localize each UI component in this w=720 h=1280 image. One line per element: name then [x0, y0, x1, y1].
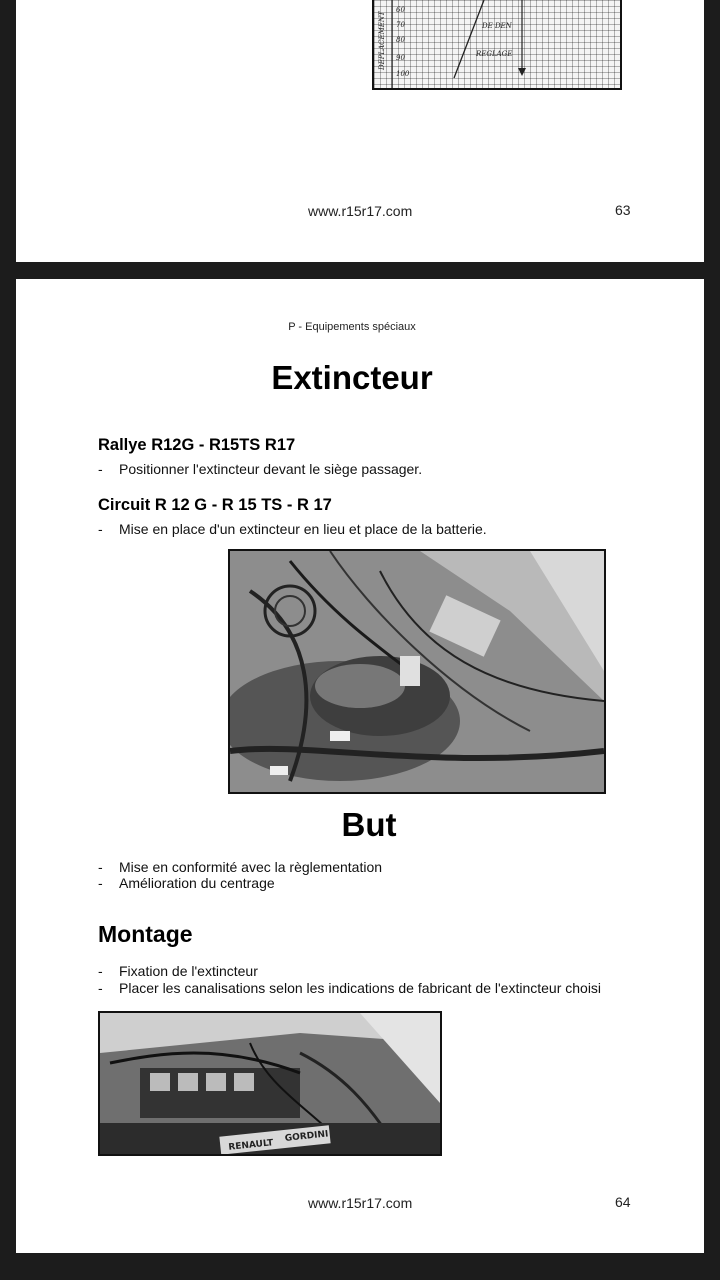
- section-title-but: But: [341, 806, 397, 843]
- list-item-text: Fixation de l'extincteur: [119, 963, 258, 979]
- photo-lettering: GORDINI: [284, 1129, 329, 1144]
- engine-photo: [98, 1011, 442, 1156]
- tick-label: 60: [396, 6, 405, 14]
- list-item: [98, 875, 275, 891]
- footer-url: www.r15r17.com: [308, 1195, 413, 1211]
- page-63: [16, 0, 704, 262]
- list-item: [98, 980, 601, 996]
- bullet-dash: -: [98, 980, 103, 996]
- list-item-text: Mise en place d'un extincteur en lieu et place de la batterie.: [119, 521, 487, 537]
- list-item: [98, 521, 487, 537]
- footer-url: www.r15r17.com: [308, 203, 413, 219]
- chart-tick-labels: [396, 6, 410, 78]
- list-item-text: Mise en conformité avec la règlementation: [119, 859, 383, 875]
- engine-bay-photo: [228, 549, 606, 794]
- list-item-text: Positionner l'extincteur devant le siège passager.: [119, 461, 423, 477]
- list-item: [98, 461, 422, 477]
- tick-label: 90: [396, 54, 405, 62]
- graph-paper-chart-fragment: [372, 0, 622, 90]
- chart-axis-label: DEPLACEMENT: [378, 11, 386, 70]
- chart-note: DE DEN: [482, 22, 512, 30]
- list-item: [98, 963, 258, 979]
- page-title: Extincteur: [271, 359, 433, 396]
- section-heading-circuit: Circuit R 12 G - R 15 TS - R 17: [98, 496, 332, 514]
- bullet-dash: -: [98, 859, 103, 875]
- page-64: [16, 279, 704, 1253]
- section-heading-rallye: Rallye R12G - R15TS R17: [98, 436, 296, 454]
- list-item: [98, 859, 382, 875]
- tick-label: 80: [396, 36, 405, 44]
- bullet-dash: -: [98, 521, 103, 537]
- bullet-dash: -: [98, 461, 103, 477]
- list-item-text: Placer les canalisations selon les indications de fabricant de l'extincteur choisi: [119, 980, 602, 996]
- page-number: 64: [615, 1194, 631, 1210]
- section-title-montage: Montage: [98, 921, 193, 947]
- chart-note: REGLAGE: [476, 50, 513, 58]
- photo-lettering: RENAULT: [228, 1138, 274, 1153]
- list-item-text: Amélioration du centrage: [119, 875, 275, 891]
- tick-label: 100: [396, 70, 410, 78]
- tick-label: 70: [396, 21, 405, 29]
- page-header: P - Equipements spéciaux: [288, 321, 416, 333]
- page-number: 63: [615, 202, 631, 218]
- bullet-dash: -: [98, 875, 103, 891]
- bullet-dash: -: [98, 963, 103, 979]
